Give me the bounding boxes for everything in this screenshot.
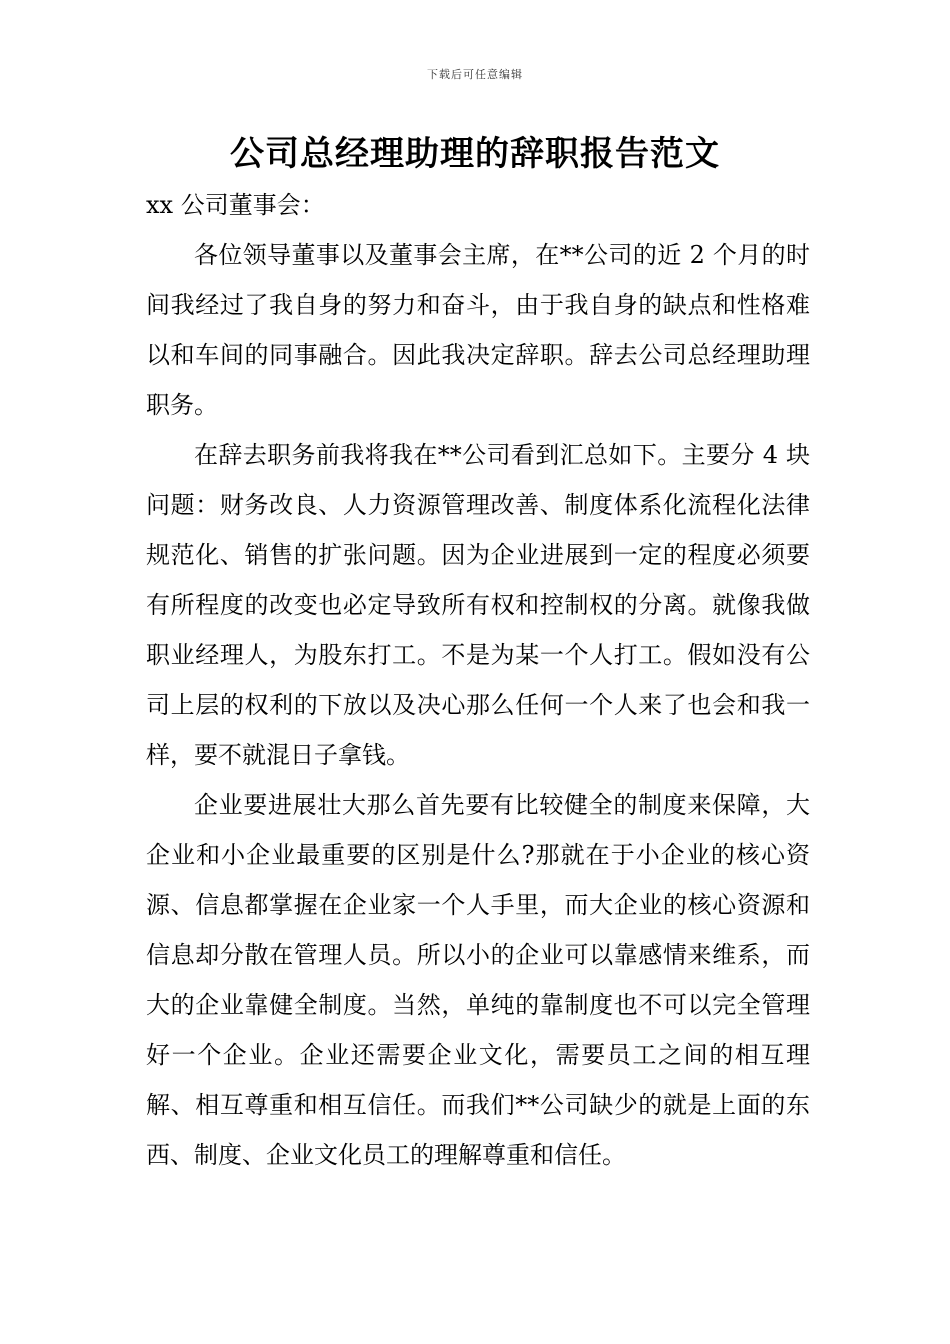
document-title: 公司总经理助理的辞职报告范文 xyxy=(230,134,720,174)
salutation: xx 公司董事会： xyxy=(146,191,325,219)
paragraph-2: 在辞去职务前我将我在**公司看到汇总如下。主要分 4 块问题：财务改良、人力资源管理改善、制度体系化流程化法律规范化、销售的扩张问题。因为企业进展到一定的程度必须要有所程度的改变也必定导致所有权和控制权的分离。就像我做职业经理人，为股东打工。不是为某一个人打工。假如没有公司上层的权利的下放以及决心那么任何一个人来了也会和我一样，要不就混日子拿钱。 xyxy=(146,441,810,769)
document-body xyxy=(146,180,810,1180)
paragraph-3: 企业要进展壮大那么首先要有比较健全的制度来保障，大企业和小企业最重要的区别是什么?那就在于小企业的核心资源、信息都掌握在企业家一个人手里，而大企业的核心资源和信息却分散在管理人员。所以小的企业可以靠感情来维系，而大的企业靠健全制度。当然，单纯的靠制度也不可以完全管理好一个企业。企业还需要企业文化，需要员工之间的相互理解、相互尊重和相互信任。而我们**公司缺少的就是上面的东西、制度、企业文化员工的理解尊重和信任。 xyxy=(146,791,810,1169)
paragraph-1: 各位领导董事以及董事会主席，在**公司的近 2 个月的时间我经过了我自身的努力和奋斗，由于我自身的缺点和性格难以和车间的同事融合。因此我决定辞职。辞去公司总经理助理职务。 xyxy=(146,241,810,419)
header-note: 下载后可任意编辑 xyxy=(427,68,523,81)
